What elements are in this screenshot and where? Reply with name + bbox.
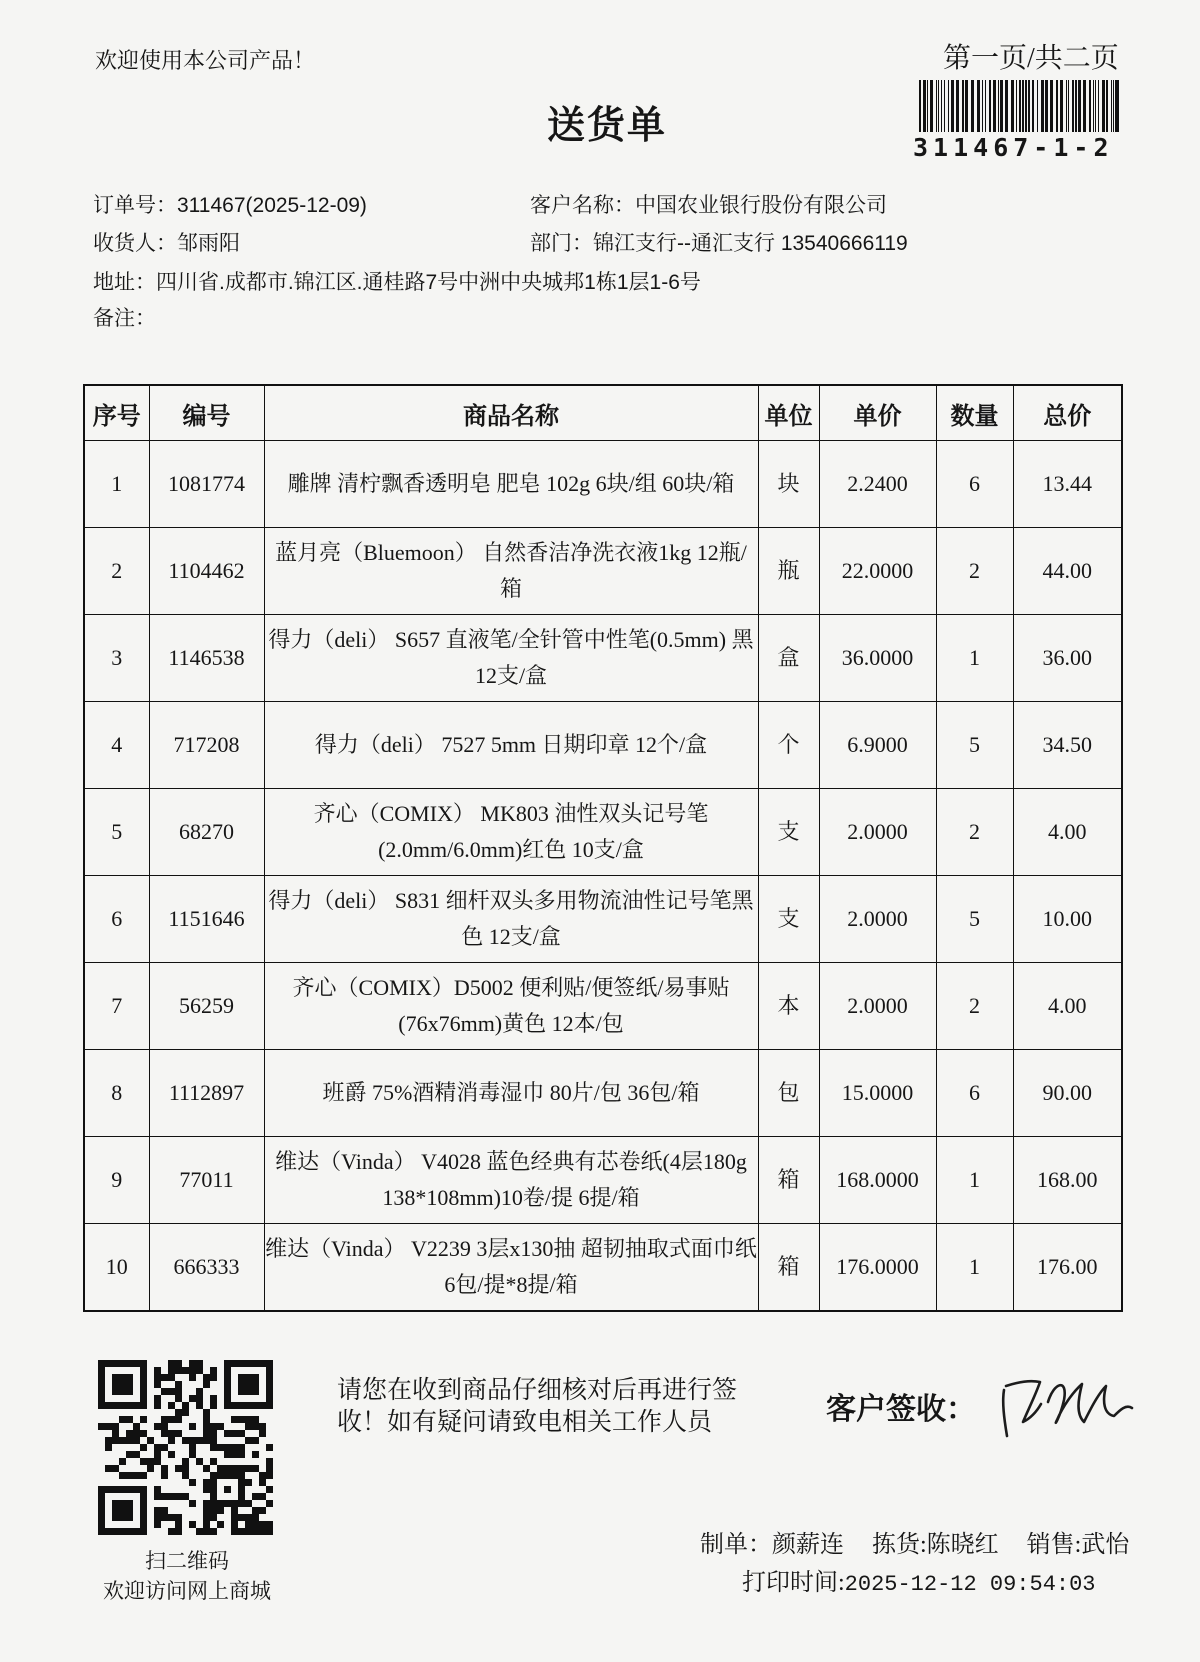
quantity: 1 <box>936 1137 1013 1224</box>
line-total: 90.00 <box>1013 1050 1122 1137</box>
welcome-text: 欢迎使用本公司产品！ <box>95 48 316 73</box>
item-code: 666333 <box>149 1224 264 1312</box>
customer-name <box>530 193 887 219</box>
item-code: 1081774 <box>149 441 264 528</box>
qr-caption-block <box>80 1546 294 1606</box>
print-time-value: 2025-12-12 09:54:03 <box>844 1572 1096 1597</box>
item-code: 1112897 <box>149 1050 264 1137</box>
qr-modules <box>98 1360 273 1535</box>
header-total: 总价 <box>1013 385 1122 441</box>
quantity: 5 <box>936 876 1013 963</box>
item-name: 维达（Vinda） V4028 蓝色经典有芯卷纸(4层180g 138*108mm)10卷/提 6提/箱 <box>264 1137 758 1224</box>
item-name: 得力（deli） S657 直液笔/全针管中性笔(0.5mm) 黑 12支/盒 <box>264 615 758 702</box>
picker-value: 陈晓红 <box>926 1532 999 1558</box>
unit-price: 176.0000 <box>819 1224 936 1312</box>
item-code: 1104462 <box>149 528 264 615</box>
row-index: 2 <box>84 528 149 615</box>
table-row <box>84 1224 1122 1312</box>
line-total: 13.44 <box>1013 441 1122 528</box>
sales-value: 武怡 <box>1081 1532 1130 1558</box>
item-name: 齐心（COMIX） MK803 油性双头记号笔(2.0mm/6.0mm)红色 10支/盒 <box>264 789 758 876</box>
table-row <box>84 702 1122 789</box>
order-number-value: 311467(2025-12-09) <box>177 194 367 217</box>
item-unit: 箱 <box>758 1137 819 1224</box>
receiver-value: 邹雨阳 <box>177 232 240 255</box>
item-name: 齐心（COMIX）D5002 便利贴/便签纸/易事贴(76x76mm)黄色 12本/包 <box>264 963 758 1050</box>
remark <box>93 306 156 332</box>
row-index: 4 <box>84 702 149 789</box>
line-total: 4.00 <box>1013 963 1122 1050</box>
address-value: 四川省.成都市.锦江区.通桂路7号中洲中央城邦1栋1层1-6号 <box>156 271 701 294</box>
quantity: 2 <box>936 528 1013 615</box>
qr-code <box>98 1360 273 1535</box>
department-label: 部门： <box>530 232 593 255</box>
header-quantity: 数量 <box>936 385 1013 441</box>
row-index: 1 <box>84 441 149 528</box>
department-value: 锦江支行--通汇支行 13540666119 <box>593 232 908 255</box>
signature-stroke <box>1006 1381 1041 1422</box>
customer-sign-label: 客户签收： <box>826 1393 976 1426</box>
unit-price: 36.0000 <box>819 615 936 702</box>
qr-subcaption: 欢迎访问网上商城 <box>103 1579 271 1603</box>
table-row <box>84 441 1122 528</box>
item-unit: 包 <box>758 1050 819 1137</box>
line-total: 4.00 <box>1013 789 1122 876</box>
item-code: 717208 <box>149 702 264 789</box>
row-index: 9 <box>84 1137 149 1224</box>
item-unit: 箱 <box>758 1224 819 1312</box>
unit-price: 22.0000 <box>819 528 936 615</box>
table-header-row <box>84 385 1122 441</box>
item-unit: 盒 <box>758 615 819 702</box>
picker-label: 拣货: <box>872 1532 927 1558</box>
row-index: 3 <box>84 615 149 702</box>
row-index: 10 <box>84 1224 149 1312</box>
header-code: 编号 <box>149 385 264 441</box>
barcode-number: 311467-1-2 <box>913 133 1114 162</box>
row-index: 8 <box>84 1050 149 1137</box>
maker-label: 制单： <box>700 1532 772 1558</box>
item-code: 68270 <box>149 789 264 876</box>
item-name: 得力（deli） S831 细杆双头多用物流油性记号笔黑色 12支/盒 <box>264 876 758 963</box>
table-row <box>84 789 1122 876</box>
signature-stroke <box>1003 1390 1007 1436</box>
table-row <box>84 528 1122 615</box>
line-total: 36.00 <box>1013 615 1122 702</box>
header-name: 商品名称 <box>264 385 758 441</box>
item-unit: 支 <box>758 789 819 876</box>
item-name: 维达（Vinda） V2239 3层x130抽 超韧抽取式面巾纸 6包/提*8提/箱 <box>264 1224 758 1312</box>
address <box>93 270 701 296</box>
table-row <box>84 963 1122 1050</box>
unit-price: 168.0000 <box>819 1137 936 1224</box>
item-code: 1146538 <box>149 615 264 702</box>
item-code: 77011 <box>149 1137 264 1224</box>
quantity: 6 <box>936 1050 1013 1137</box>
receiver-label: 收货人： <box>93 232 177 255</box>
customer-name-label: 客户名称： <box>530 194 635 217</box>
row-index: 6 <box>84 876 149 963</box>
sales <box>1027 1532 1130 1558</box>
unit-price: 2.0000 <box>819 789 936 876</box>
line-total: 44.00 <box>1013 528 1122 615</box>
order-number-label: 订单号： <box>93 194 177 217</box>
line-total: 176.00 <box>1013 1224 1122 1312</box>
receiver <box>93 231 240 257</box>
order-number <box>93 193 367 219</box>
print-time-label: 打印时间: <box>742 1570 845 1596</box>
line-total: 10.00 <box>1013 876 1122 963</box>
unit-price: 2.0000 <box>819 963 936 1050</box>
department <box>530 231 908 257</box>
row-index: 7 <box>84 963 149 1050</box>
page-indicator: 第一页/共二页 <box>943 43 1119 74</box>
row-index: 5 <box>84 789 149 876</box>
line-total: 34.50 <box>1013 702 1122 789</box>
quantity: 2 <box>936 963 1013 1050</box>
item-name: 雕牌 清柠飘香透明皂 肥皂 102g 6块/组 60块/箱 <box>264 441 758 528</box>
table-row <box>84 876 1122 963</box>
unit-price: 2.2400 <box>819 441 936 528</box>
remark-label: 备注： <box>93 307 156 330</box>
quantity: 1 <box>936 615 1013 702</box>
quantity: 1 <box>936 1224 1013 1312</box>
table-row <box>84 1137 1122 1224</box>
sales-label: 销售: <box>1026 1532 1082 1558</box>
item-name: 蓝月亮（Bluemoon） 自然香洁净洗衣液1kg 12瓶/箱 <box>264 528 758 615</box>
item-name: 得力（deli） 7527 5mm 日期印章 12个/盒 <box>264 702 758 789</box>
unit-price: 2.0000 <box>819 876 936 963</box>
header-unit-price: 单价 <box>819 385 936 441</box>
quantity: 6 <box>936 441 1013 528</box>
customer-name-value: 中国农业银行股份有限公司 <box>635 194 887 217</box>
table-row <box>84 1050 1122 1137</box>
quantity: 2 <box>936 789 1013 876</box>
table-row <box>84 615 1122 702</box>
header-index: 序号 <box>84 385 149 441</box>
unit-price: 6.9000 <box>819 702 936 789</box>
address-label: 地址： <box>93 271 156 294</box>
signature-stroke <box>1048 1384 1132 1423</box>
item-code: 1151646 <box>149 876 264 963</box>
customer-signature <box>996 1368 1136 1446</box>
unit-price: 15.0000 <box>819 1050 936 1137</box>
items-table <box>83 384 1123 1312</box>
quantity: 5 <box>936 702 1013 789</box>
item-unit: 块 <box>758 441 819 528</box>
qr-caption: 扫二维码 <box>145 1549 229 1573</box>
item-code: 56259 <box>149 963 264 1050</box>
maker-value: 颜薪连 <box>772 1532 844 1558</box>
print-time <box>742 1562 1096 1597</box>
item-name: 班爵 75%酒精消毒湿巾 80片/包 36包/箱 <box>264 1050 758 1137</box>
header-unit: 单位 <box>758 385 819 441</box>
maker <box>700 1532 844 1558</box>
item-unit: 支 <box>758 876 819 963</box>
line-total: 168.00 <box>1013 1137 1122 1224</box>
picker <box>872 1532 999 1558</box>
item-unit: 本 <box>758 963 819 1050</box>
document-title: 送货单 <box>546 105 667 147</box>
item-unit: 瓶 <box>758 528 819 615</box>
staff-line <box>700 1524 1129 1559</box>
item-unit: 个 <box>758 702 819 789</box>
notice-text: 请您在收到商品仔细核对后再进行签收！如有疑问请致电相关工作人员 <box>337 1376 738 1436</box>
